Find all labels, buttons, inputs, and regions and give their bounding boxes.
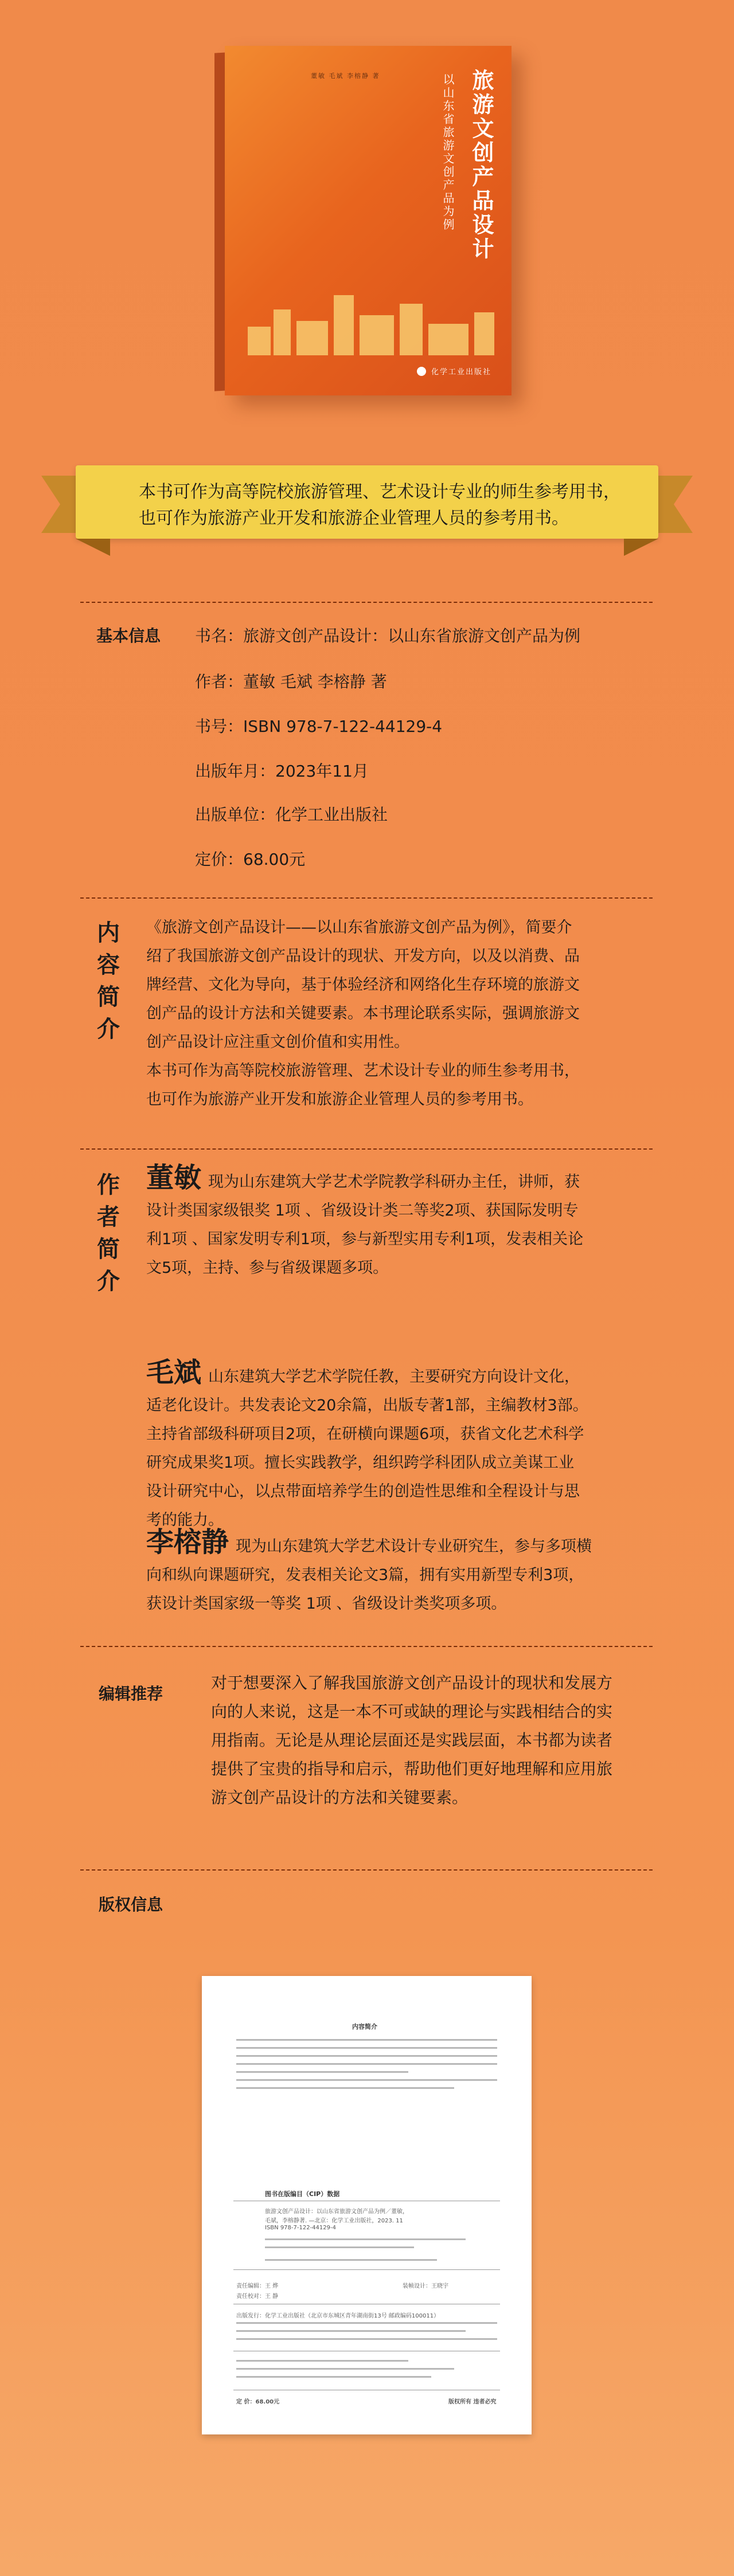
intro-label: 内 容 简 介 [97,920,120,1042]
banner-text: 本书可作为高等院校旅游管理、艺术设计专业的师生参考用书， 也可作为旅游产业开发和旅游企业管理人员的参考用书。 [139,482,620,528]
book-name: 书名：旅游文创产品设计：以山东省旅游文创产品为例 [195,626,581,645]
author-name: 董敏 [146,1162,202,1194]
copyright-page: 内容简介 图书在版编目（CIP）数据 旅游文创产品设计：以山东省旅游文创产品为例／董敏， 毛斌，李榕静著. —北京：化学工业出版社，2023. 11 ISBN 978-7-122-44129-4 责任编辑：王 烨 装帧设计：王晓宇 责任校对：王 静 出版发行：化学工业出版社（北京市东城区青年湖南街13号 邮政编码100011） 定 价：68.00元 版权所有 违者必究 [202,1976,532,2434]
author-bio-maobin: 毛斌 山东建筑大学艺术学院任教，主要研究方向设计文化， 适老化设计。共发表论文20余篇，出版专著1部，主编教材3部。 主持省部级科研项目2项，在研横向课题6项，获省文化艺术科学 研究成果奖1项。擅长实践教学，组织跨学科团队成立美谋工业 设计研究中心，以点带面培养学生的创造性思维和全程设计与思 考的能力。 [146,1356,588,1529]
publisher-logo-icon [417,367,426,376]
cover-title: 旅游文创产品设计 [468,69,494,261]
book-isbn: 书号：ISBN 978-7-122-44129-4 [195,717,443,736]
author-bio-dongmin: 董敏 现为山东建筑大学艺术学院教学科研办主任，讲师，获 设计类国家级银奖 1项 、省级设计类二等奖2项、获国际发明专 利1项 、国家发明专利1项，参与新型实用专利1项，发表相关论 文5项，主持、参与省级课题多项。 [146,1162,584,1277]
recommend-banner [41,465,693,563]
cover-subtitle: 以山东省旅游文创产品为例 [441,73,455,232]
author-bio-lirongjing: 李榕静 现为山东建筑大学艺术设计专业研究生，参与多项横 向和纵向课题研究，发表相关论文3篇，拥有实用新型专利3项， 获设计类国家级一等奖 1项 、省级设计类奖项多项。 [146,1526,592,1613]
author-name: 毛斌 [146,1356,202,1389]
cover-publisher: 化学工业出版社 [431,368,492,377]
book-price: 定价：68.00元 [195,850,306,869]
book-front [225,46,512,395]
copyright-label: 版权信息 [99,1895,163,1914]
recommend-text: 对于想要深入了解我国旅游文创产品设计的现状和发展方 向的人来说，这是一本不可或缺的理论与实践相结合的实 用指南。无论是从理论层面还是实践层面，本书都为读者 提供了宝贵的指导和启示，帮助他们更好地理解和应用旅 游文创产品设计的方法和关键要素。 [211,1673,613,1807]
intro-text: 《旅游文创产品设计——以山东省旅游文创产品为例》，简要介 绍了我国旅游文创产品设计的现状、开发方向，以及以消费、品 牌经营、文化为导向，基于体验经济和网络化生存环境的旅游文 创产品的设计方法和关键要素。本书理论联系实际，强调旅游文 创产品设计应注重文创价值和实用性。 本书可作为高等院校旅游管理、艺术设计专业的师生参考用书， 也可作为旅游产业开发和旅游企业管理人员的参考用书。 [146,919,580,1108]
divider [80,1869,653,1871]
divider [80,1646,653,1647]
divider [80,897,653,899]
book-date: 出版年月：2023年11月 [195,762,369,781]
book-publisher: 出版单位：化学工业出版社 [195,805,388,824]
author-name: 李榕静 [146,1526,229,1558]
cover-authors: 董敏 毛斌 李榕静 著 [311,72,380,80]
divider [80,1148,653,1150]
recommend-label: 编辑推荐 [99,1684,163,1703]
authors-label: 作 者 简 介 [97,1172,120,1295]
divider [80,602,653,603]
landmarks-illustration [248,292,494,355]
book-cover [225,46,512,395]
basic-info-label: 基本信息 [96,626,161,645]
book-author: 作者：董敏 毛斌 李榕静 著 [195,672,387,691]
